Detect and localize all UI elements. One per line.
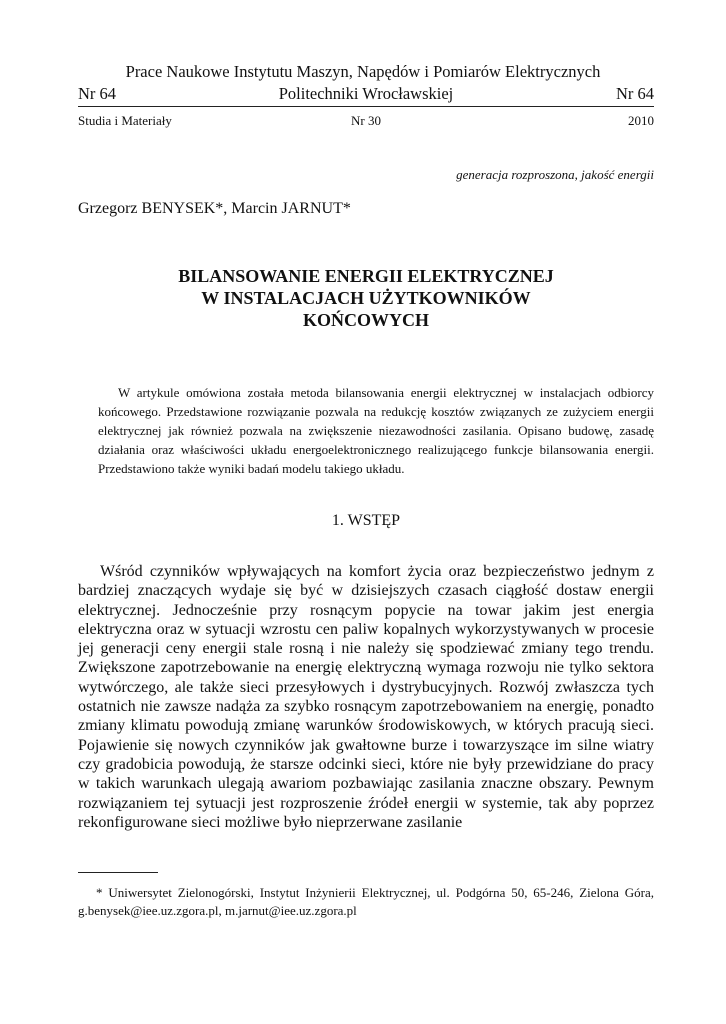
series-name: Studia i Materiały [78, 113, 172, 128]
section-heading: 1. WSTĘP [331, 512, 401, 529]
footnote [78, 884, 654, 920]
series-number: Nr 30 [351, 113, 381, 128]
journal-title-line2: Politechniki Wrocławskiej [278, 84, 454, 103]
abstract [98, 383, 654, 478]
issue-number-left: Nr 64 [78, 84, 117, 103]
footnote-rule [78, 872, 158, 873]
journal-header-row [78, 84, 654, 104]
issue-number-right: Nr 64 [615, 84, 654, 103]
series-header-row [78, 113, 654, 129]
header-rule [78, 106, 654, 107]
authors: Grzegorz BENYSEK*, Marcin JARNUT* [78, 200, 351, 217]
body-paragraph: Wśród czynników wpływających na komfort życia oraz bezpieczeństwo jednym z bardziej znaczących wydaje się być w dzisiejszych czasach ciągłość dostaw energii elektrycznej. Jednocześnie przy rosnącym popycie na towar jakim jest energia elektryczna oraz w sytuacji wzrostu cen paliw kopalnych wykorzystywanych w procesie jej generacji ceny energii stale rosną i nie należy się spodziewać zmiany tego trendu. Zwiększone zapotrzebowanie na energię elektryczną wymaga rozwoju nie tylko sektora wytwórczego, ale także sieci przesyłowych i dystrybucyjnych. Rozwój zwłaszcza tych ostatnich nie zawsze nadąża za szybko rosnącym zapotrzebowaniem na energię, ponadto zmiany klimatu powodują zmianę warunków środowiskowych, w których pracują sieci. Pojawienie się nowych czynników jak gwałtowne burze i towarzyszące im silne wiatry czy gradobicia powodują, że starsze odcinki sieci, które nie były przewidziane do pracy w takich warunkach ulegają awariom pozbawiając zasilania znaczne obszary. Pewnym rozwiązaniem tej sytuacji jest rozproszenie źródeł energii w systemie, tak aby poprzez rekonfigurowane sieci możliwe było nieprzerwane zasilanie [78, 563, 654, 831]
series-year: 2010 [628, 113, 654, 128]
title-line-3: KOŃCOWYCH [303, 310, 429, 330]
title-line-2: W INSTALACJACH UŻYTKOWNIKÓW [201, 288, 531, 308]
abstract-text: W artykule omówiona została metoda bilansowania energii elektrycznej w instalacjach odbiorcy końcowego. Przedstawione rozwiązanie pozwala na redukcję kosztów związanych ze zużyciem energii elektrycznej jak również pozwala na zwiększenie niezawodności zasilania. Opisano budowę, zasadę działania oraz właściwości układu energoelektronicznego realizującego funkcje bilansowania energii. Przedstawiono także wyniki badań modelu takiego układu. [98, 385, 654, 476]
paper-title [78, 265, 654, 331]
footnote-text: * Uniwersytet Zielonogórski, Instytut Inżynierii Elektrycznej, ul. Podgórna 50, 65-246, Zielona Góra, g.benysek@iee.uz.zgora.pl, m.jarnut@iee.uz.zgora.pl [78, 885, 654, 918]
body-text [78, 562, 654, 832]
keywords: generacja rozproszona, jakość energii [456, 167, 654, 182]
journal-title-line1: Prace Naukowe Instytutu Maszyn, Napędów i Pomiarów Elektrycznych [125, 62, 601, 81]
title-line-1: BILANSOWANIE ENERGII ELEKTRYCZNEJ [178, 266, 554, 286]
